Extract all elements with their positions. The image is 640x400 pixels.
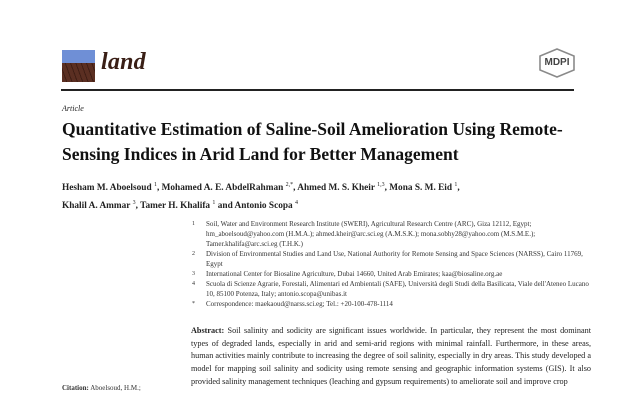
affiliation-item: 4 Scuola di Scienze Agrarie, Forestali, Alimentari ed Ambientali (SAFE), Università degli Studi della Basilicata, Viale dell'Ateneo Lucano 10, 85100 Potenza, Italy; antonio.scopa@unibas.it bbox=[192, 280, 589, 298]
affiliation-marker: 4 bbox=[192, 281, 195, 287]
author[interactable]: Mona S. M. Eid $^1$ bbox=[389, 182, 458, 194]
author[interactable]: Tamer H. Khalifa $^1$ bbox=[140, 200, 216, 212]
citation bbox=[62, 384, 141, 392]
publisher-logo-text: MDPI bbox=[544, 57, 570, 68]
abstract-label: Abstract: bbox=[191, 326, 225, 335]
author-list: Hesham M. Aboelsoud $^1$, Mohamed A. E. AbdelRahman $^{2,*}$, Ahmed M. S. Kheir $^{1,3}$, Mona S. M. Eid $^1$, Khalil A. Ammar $^3$, Tamer H. Khalifa $^1$ and Antonio Scopa $^4$ bbox=[62, 182, 460, 212]
journal-name: land bbox=[101, 49, 146, 75]
affiliation-marker: 3 bbox=[192, 271, 195, 277]
citation-label: Citation: bbox=[62, 384, 89, 392]
author[interactable]: Antonio Scopa $^4$ bbox=[234, 200, 298, 212]
logo-sky bbox=[62, 50, 95, 63]
abstract-text: Soil salinity and sodicity are significant issues worldwide. In particular, they represent the most dominant types of degraded lands, especially in arid and semi-arid regions with minimal rainfall. Furthermore, in these areas, human activities mainly contribute to increasing the degree of soil salinity, especially in dry areas. This study developed a model for mapping soil salinity and sodicity using remote sensing and geographic information systems (GIS). It also provided salinity management techniques (leaching and gypsum requirements) to ameliorate soil and improve crop bbox=[191, 326, 592, 386]
logo-soil bbox=[62, 63, 95, 82]
article-type: Article bbox=[62, 104, 84, 113]
correspondence: * Correspondence: maekaoud@narss.sci.eg; Tel.: +20-100-478-1114 bbox=[192, 300, 393, 308]
abstract bbox=[191, 325, 591, 389]
affiliation-item: 3 International Center for Biosaline Agriculture, Dubai 14660, United Arab Emirates; kaa@biosaline.org.ae bbox=[192, 270, 503, 278]
affiliation-marker: 2 bbox=[192, 251, 195, 257]
affiliations bbox=[192, 219, 592, 309]
header-divider bbox=[61, 89, 574, 91]
affiliation-item: 1 Soil, Water and Environment Research Institute (SWERI), Agricultural Research Centre (ARC), Giza 12112, Egypt; hm_aboelsoud@yahoo.com (H.M.A.); ahmed.kheir@arc.sci.eg (A.M.S.K.); mona.sobhy28@yahoo.com (M.S.M.E.); Tamer.khalifa@arc.sci.eg (T.H.K.) bbox=[192, 220, 536, 248]
author[interactable]: Ahmed M. S. Kheir $^{1,3}$ bbox=[297, 182, 385, 194]
mdpi-logo-icon bbox=[538, 48, 576, 78]
land-journal-logo-icon bbox=[62, 50, 95, 82]
citation-text: Aboelsoud, H.M.; bbox=[90, 384, 141, 392]
author[interactable]: Mohamed A. E. AbdelRahman $^{2,*}$ bbox=[161, 182, 294, 194]
author[interactable]: Khalil A. Ammar $^3$ bbox=[62, 200, 136, 212]
affiliation-item: 2 Division of Environmental Studies and Land Use, National Authority for Remote Sensing and Space Sciences (NARSS), Cairo 11769, Egypt bbox=[192, 250, 583, 268]
article-title: Quantitative Estimation of Saline-Soil Amelioration Using Remote-Sensing Indices in Arid Land for Better Management bbox=[62, 119, 563, 164]
affiliation-marker: 1 bbox=[192, 221, 195, 227]
author[interactable]: Hesham M. Aboelsoud $^1$ bbox=[62, 182, 157, 194]
affiliation-marker: * bbox=[192, 301, 195, 307]
